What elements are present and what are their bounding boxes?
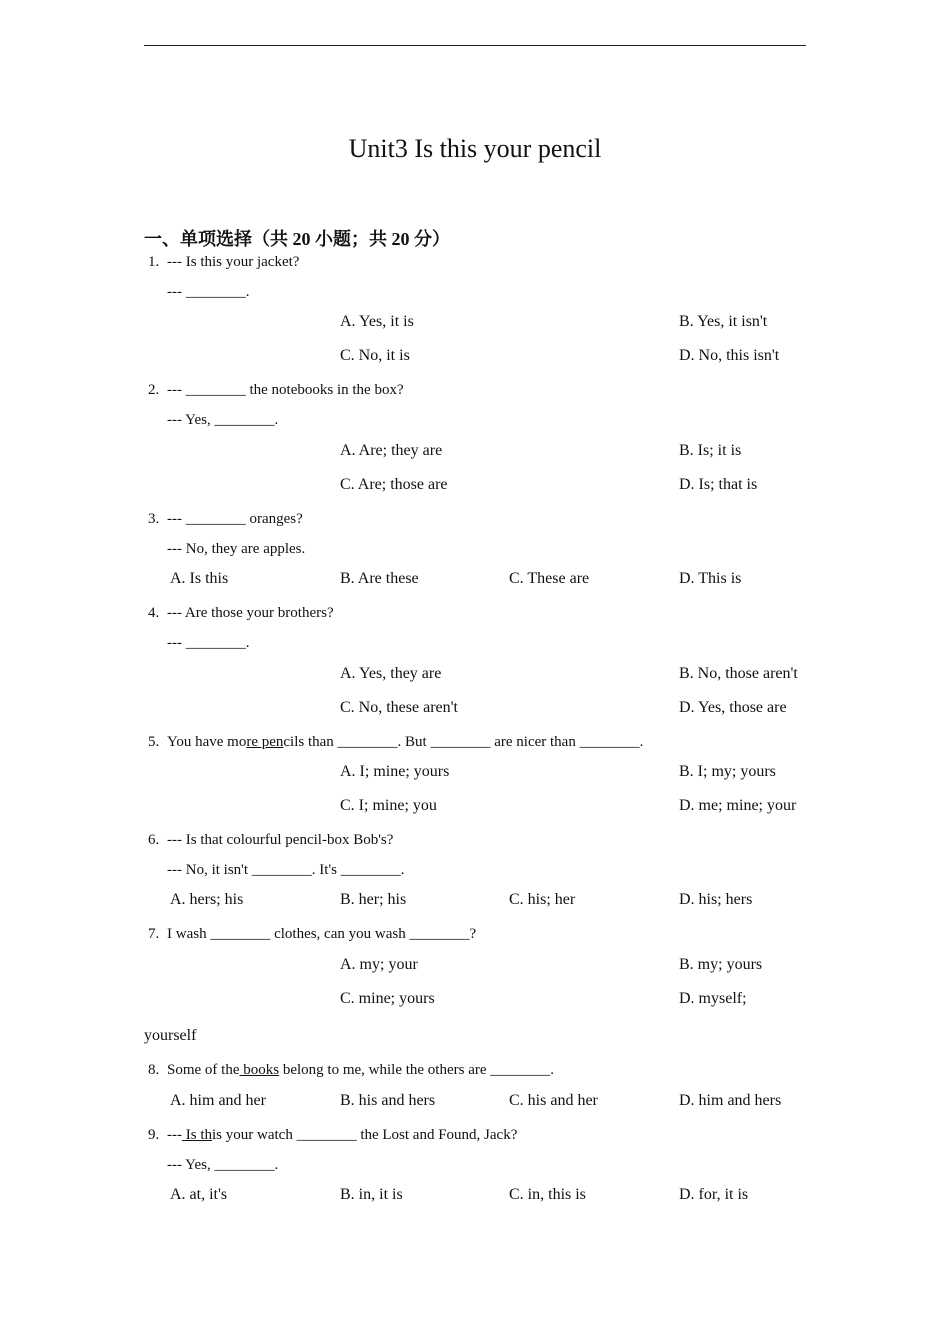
- option-d[interactable]: D. him and hers: [679, 1092, 782, 1109]
- option-d[interactable]: D. me; mine; your: [679, 797, 797, 814]
- option-c[interactable]: C. mine; yours: [340, 990, 435, 1007]
- question-answer-line: --- ________.: [167, 284, 250, 300]
- question-stem: [167, 1062, 554, 1079]
- option-d[interactable]: D. Yes, those are: [679, 699, 787, 716]
- stem-underlined: books: [239, 1062, 280, 1078]
- option-d-wrap: yourself: [144, 1027, 197, 1044]
- option-d[interactable]: D. Is; that is: [679, 476, 758, 493]
- option-c[interactable]: C. No, it is: [340, 347, 410, 364]
- question-stem: --- Are those your brothers?: [167, 605, 334, 621]
- option-b[interactable]: B. I; my; yours: [679, 763, 776, 780]
- option-c[interactable]: C. These are: [509, 570, 590, 587]
- question-number: 8.: [148, 1062, 160, 1078]
- option-a[interactable]: A. Are; they are: [340, 442, 443, 459]
- question-number: 3.: [148, 511, 160, 527]
- option-a[interactable]: A. Yes, it is: [340, 313, 414, 330]
- option-a[interactable]: A. at, it's: [170, 1186, 228, 1203]
- header-rule: [144, 45, 806, 46]
- option-b[interactable]: B. Are these: [340, 570, 419, 587]
- stem-text: ---: [167, 1127, 182, 1143]
- page-title: Unit3 Is this your pencil: [348, 134, 602, 163]
- question-answer-line: --- Yes, ________.: [167, 412, 279, 428]
- option-a[interactable]: A. Is this: [170, 570, 229, 587]
- question-number: 4.: [148, 605, 160, 621]
- stem-text: Some of the: [167, 1062, 240, 1078]
- option-c[interactable]: C. No, these aren't: [340, 699, 458, 716]
- option-d[interactable]: D. for, it is: [679, 1186, 749, 1203]
- option-c[interactable]: C. in, this is: [509, 1186, 586, 1203]
- option-d[interactable]: D. his; hers: [679, 891, 753, 908]
- question-stem: --- Is that colourful pencil-box Bob's?: [167, 832, 394, 848]
- option-d[interactable]: D. This is: [679, 570, 742, 587]
- question-number: 9.: [148, 1127, 160, 1143]
- option-d[interactable]: D. No, this isn't: [679, 347, 780, 364]
- question-number: 6.: [148, 832, 160, 848]
- option-a[interactable]: A. my; your: [340, 956, 418, 973]
- question-answer-line: --- No, it isn't ________. It's ________.: [167, 862, 405, 878]
- stem-underlined: Is th: [182, 1127, 212, 1143]
- question-stem: --- ________ oranges?: [167, 511, 303, 527]
- question-stem: --- ________ the notebooks in the box?: [167, 382, 404, 398]
- question-stem: I wash ________ clothes, can you wash ________?: [167, 926, 477, 942]
- question-stem: --- Is this your jacket?: [167, 254, 300, 270]
- stem-underlined: re pen: [246, 734, 284, 750]
- option-c[interactable]: C. his and her: [509, 1092, 598, 1109]
- question-answer-line: --- ________.: [167, 635, 250, 651]
- option-b[interactable]: B. in, it is: [340, 1186, 403, 1203]
- option-c[interactable]: C. his; her: [509, 891, 576, 908]
- question-stem: [167, 1127, 517, 1144]
- question-answer-line: --- Yes, ________.: [167, 1157, 279, 1173]
- stem-text: belong to me, while the others are ________.: [279, 1062, 555, 1078]
- stem-text: You have mo: [167, 734, 247, 750]
- option-b[interactable]: B. her; his: [340, 891, 407, 908]
- option-b[interactable]: B. Is; it is: [679, 442, 742, 459]
- option-c[interactable]: C. I; mine; you: [340, 797, 437, 814]
- option-b[interactable]: B. my; yours: [679, 956, 763, 973]
- question-answer-line: --- No, they are apples.: [167, 541, 306, 557]
- option-a[interactable]: A. I; mine; yours: [340, 763, 450, 780]
- option-b[interactable]: B. No, those aren't: [679, 665, 798, 682]
- question-number: 7.: [148, 926, 160, 942]
- option-b[interactable]: B. his and hers: [340, 1092, 436, 1109]
- section-heading: 一、单项选择（共 20 小题；共 20 分）: [144, 229, 450, 249]
- question-number: 1.: [148, 254, 160, 270]
- option-d[interactable]: D. myself;: [679, 990, 747, 1007]
- option-a[interactable]: A. Yes, they are: [340, 665, 442, 682]
- option-a[interactable]: A. him and her: [170, 1092, 266, 1109]
- option-b[interactable]: B. Yes, it isn't: [679, 313, 768, 330]
- question-number: 5.: [148, 734, 160, 750]
- stem-text: cils than ________. But ________ are nicer than ________.: [283, 734, 644, 750]
- option-c[interactable]: C. Are; those are: [340, 476, 448, 493]
- question-stem: [167, 734, 643, 751]
- question-number: 2.: [148, 382, 160, 398]
- option-a[interactable]: A. hers; his: [170, 891, 244, 908]
- stem-text: is your watch ________ the Lost and Found, Jack?: [212, 1127, 518, 1143]
